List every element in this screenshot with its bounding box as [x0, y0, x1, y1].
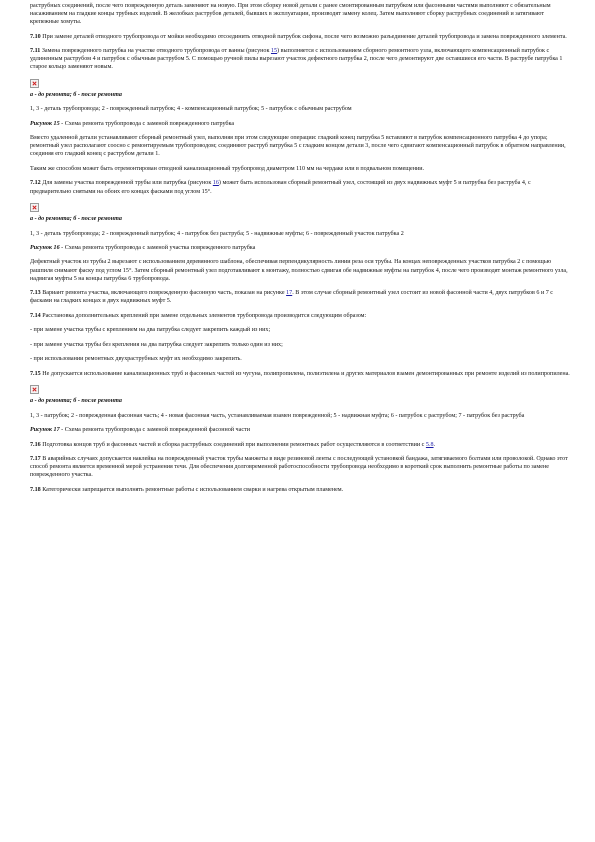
paragraph-7-16: [30, 441, 570, 449]
clause-text: При замене деталей отводного трубопровода от мойки необходимо отсоединить отводной патрубок сифона, после чего возможно разъединение деталей трубопровода и замена поврежденного элемента.: [40, 33, 567, 40]
paragraph-intro: раструбных соединений, после чего поврежденную деталь заменяют на новую. При этом сборку новой детали с ранее смонтированным патрубком или фасонными частями выполняют с обязательным насаживанием на гладкие концы трубных изделий. В желобках раструбов деталей, бывших в эксплуатации, производят замену колец. Затем выполняют сборку раструбных соединений и затягивают крепежные хомуты.: [30, 3, 551, 26]
paragraph-7-11-c: Таким же способом может быть отремонтирован отводной канализационный трубопровод диаметром 110 мм на чердаке или в подвальном помещении.: [30, 165, 425, 172]
clause-number: 7.16: [30, 441, 41, 448]
clause-number: 7.17: [30, 456, 41, 463]
clause-text: Расстановка дополнительных креплений при замене отдельных элементов трубопровода производится следующим образом:: [40, 312, 367, 319]
clause-text: ) выполняется с использованием сборного ремонтного узла, включающего компенсационный патрубок с удлиненным раструбом 4 и патрубок с обычным раструбом 5. С помощью ручной пилы вырезают участок дефектного патрубка 2, после чего демонтируют две оставшиеся его части. В раструбе патрубка 1 старое кольцо заменяют новым.: [30, 48, 563, 71]
figure-15-states: а - до ремонта; б - после ремонта: [30, 91, 122, 98]
clause-number: 7.11: [30, 48, 41, 55]
figure-17-states: а - до ремонта; б - после ремонта: [30, 398, 122, 405]
clause-number: 7.18: [30, 486, 41, 493]
clause-number: 7.12: [30, 180, 41, 187]
clause-text: .: [433, 441, 436, 448]
paragraph-7-10: [30, 33, 570, 41]
clause-number: 7.10: [30, 33, 41, 40]
paragraph-7-14: [30, 312, 570, 320]
paragraph-7-11: [30, 47, 570, 71]
clause-number: 7.14: [30, 312, 41, 319]
paragraph-7-13: [30, 289, 570, 305]
figure-17-caption: Рисунок 17 - Схема ремонта трубопровода с заменой поврежденной фасонной части: [30, 427, 250, 434]
section-5-8-link[interactable]: 5.8: [425, 441, 434, 448]
clause-text: Не допускается использование канализационных труб и фасонных частей из чугуна, полипропилена, полиэтилена и других материалов взамен демонтированных при ремонте изделий из полипропилена.: [40, 370, 570, 377]
paragraph-7-11-b: Вместо удаленной детали устанавливают сборный ремонтный узел, выполняя при этом следующие операции: гладкий конец патрубка 5 вставляют в патрубок компенсационного патрубка 4 до упора; ремонтный узел располагают соосно с ремонтируемым трубопроводом; соединяют раструб патрубка 5 с гладким концом детали 3, после чего сдвигают компенсационный патрубок в обратном направлении, соединяя его гладкий конец с раструбом детали 1.: [30, 135, 566, 158]
paragraph-7-12-b: Дефектный участок из трубы 2 вырезают с использованием деревянного шаблона, обеспечивая перпендикулярность линии реза оси трубы. На концах неповрежденных участков патрубка 2 с помощью рашпиля снимают фаску под углом 15°. Затем сборный ремонтный узел подготавливают к монтажу, полностью сдвигая обе надвижные муфты на патрубок 4, после чего производят монтаж ремонтного узла, надвигая муфты 5 на концы патрубка 6 трубопровода.: [30, 259, 568, 282]
document-body: [30, 2, 570, 500]
broken-image-icon: [30, 203, 39, 212]
paragraph-7-12: [30, 179, 570, 195]
bullet-item: - при использовании ремонтных двухраструбных муфт их необходимо закрепить.: [30, 356, 242, 363]
bullet-item: - при замене участка трубы с креплением на два патрубка следует закрепить каждый из них;: [30, 327, 271, 334]
figure-17-image: [30, 384, 570, 397]
clause-text: Замена поврежденного патрубка на участке отводного трубопровода от ванны (рисунок: [40, 48, 271, 55]
clause-text: Вариант ремонта участка, включающего поврежденную фасонную часть, показан на рисунке: [40, 290, 287, 297]
clause-text: Подготовка концов труб и фасонных частей и сборка раструбных соединений при выполнении ремонтных работ осуществляются в соответствии с: [40, 441, 426, 448]
paragraph-7-18: [30, 486, 570, 494]
clause-number: 7.15: [30, 370, 41, 377]
figure-16-legend: 1, 3 - деталь трубопровода; 2 - поврежденный патрубок; 4 - патрубок без раструба; 5 - надвижные муфты; 6 - поврежденный участок патрубка 2: [30, 230, 404, 237]
figure-17-legend: 1, 3 - патрубок; 2 - поврежденная фасонная часть; 4 - новая фасонная часть, устанавливаемая взамен поврежденной; 5 - надвижная муфта; 6 - патрубок с раструбом; 7 - патрубок без раструба: [30, 412, 525, 419]
broken-image-icon: [30, 79, 39, 88]
figure-15-caption: Рисунок 15 - Схема ремонта трубопровода с заменой поврежденного патрубка: [30, 120, 235, 127]
figure-15-link[interactable]: 15: [270, 48, 278, 55]
clause-text: . В этом случае сборный ремонтный узел состоит из новой фасонной части 4, двух патрубков 6 и 7 с фасками на гладких концах и двух надвижных муфт 5.: [30, 290, 554, 305]
figure-17-link[interactable]: 17: [286, 290, 293, 297]
paragraph-7-15: [30, 370, 570, 378]
figure-15-image: [30, 78, 570, 91]
figure-15-legend: 1, 3 - деталь трубопровода; 2 - поврежденный патрубок; 4 - компенсационный патрубок; 5 - патрубок с обычным раструбом: [30, 106, 352, 113]
figure-16-link[interactable]: 16: [212, 180, 219, 187]
paragraph-7-17: [30, 455, 570, 479]
figure-16-caption: Рисунок 16 - Схема ремонта трубопровода с заменой участка поврежденного патрубка: [30, 244, 256, 251]
clause-text: Категорически запрещается выполнять ремонтные работы с использованием сварки и нагрева открытым пламенем.: [40, 486, 344, 493]
bullet-item: - при замене участка трубы без крепления на два патрубка следует закрепить только один из них;: [30, 341, 283, 348]
figure-16-image: [30, 202, 570, 215]
clause-text: В аварийных случаях допускается наклейка на поврежденный участок трубы манжеты в виде резиновой ленты с последующей установкой бандажа, затягиваемого болтами или проволокой. Однако этот способ ремонта является временной мерой устранения течи. Для обеспечения долговременной работоспособности трубопровода необходимо в короткий срок выполнить ремонтные работы по замене поврежденного участка.: [30, 456, 568, 479]
figure-16-states: а - до ремонта; б - после ремонта: [30, 216, 122, 223]
clause-text: Для замены участка поврежденной трубы или патрубка (рисунок: [40, 180, 213, 187]
clause-number: 7.13: [30, 290, 41, 297]
broken-image-icon: [30, 385, 39, 394]
clause-text: ) может быть использован сборный ремонтный узел, состоящий из двух надвижных муфт 5 и патрубка без раструба 4, с предварительно снятыми на обоих его концах фасками под углом 15°.: [30, 180, 531, 195]
